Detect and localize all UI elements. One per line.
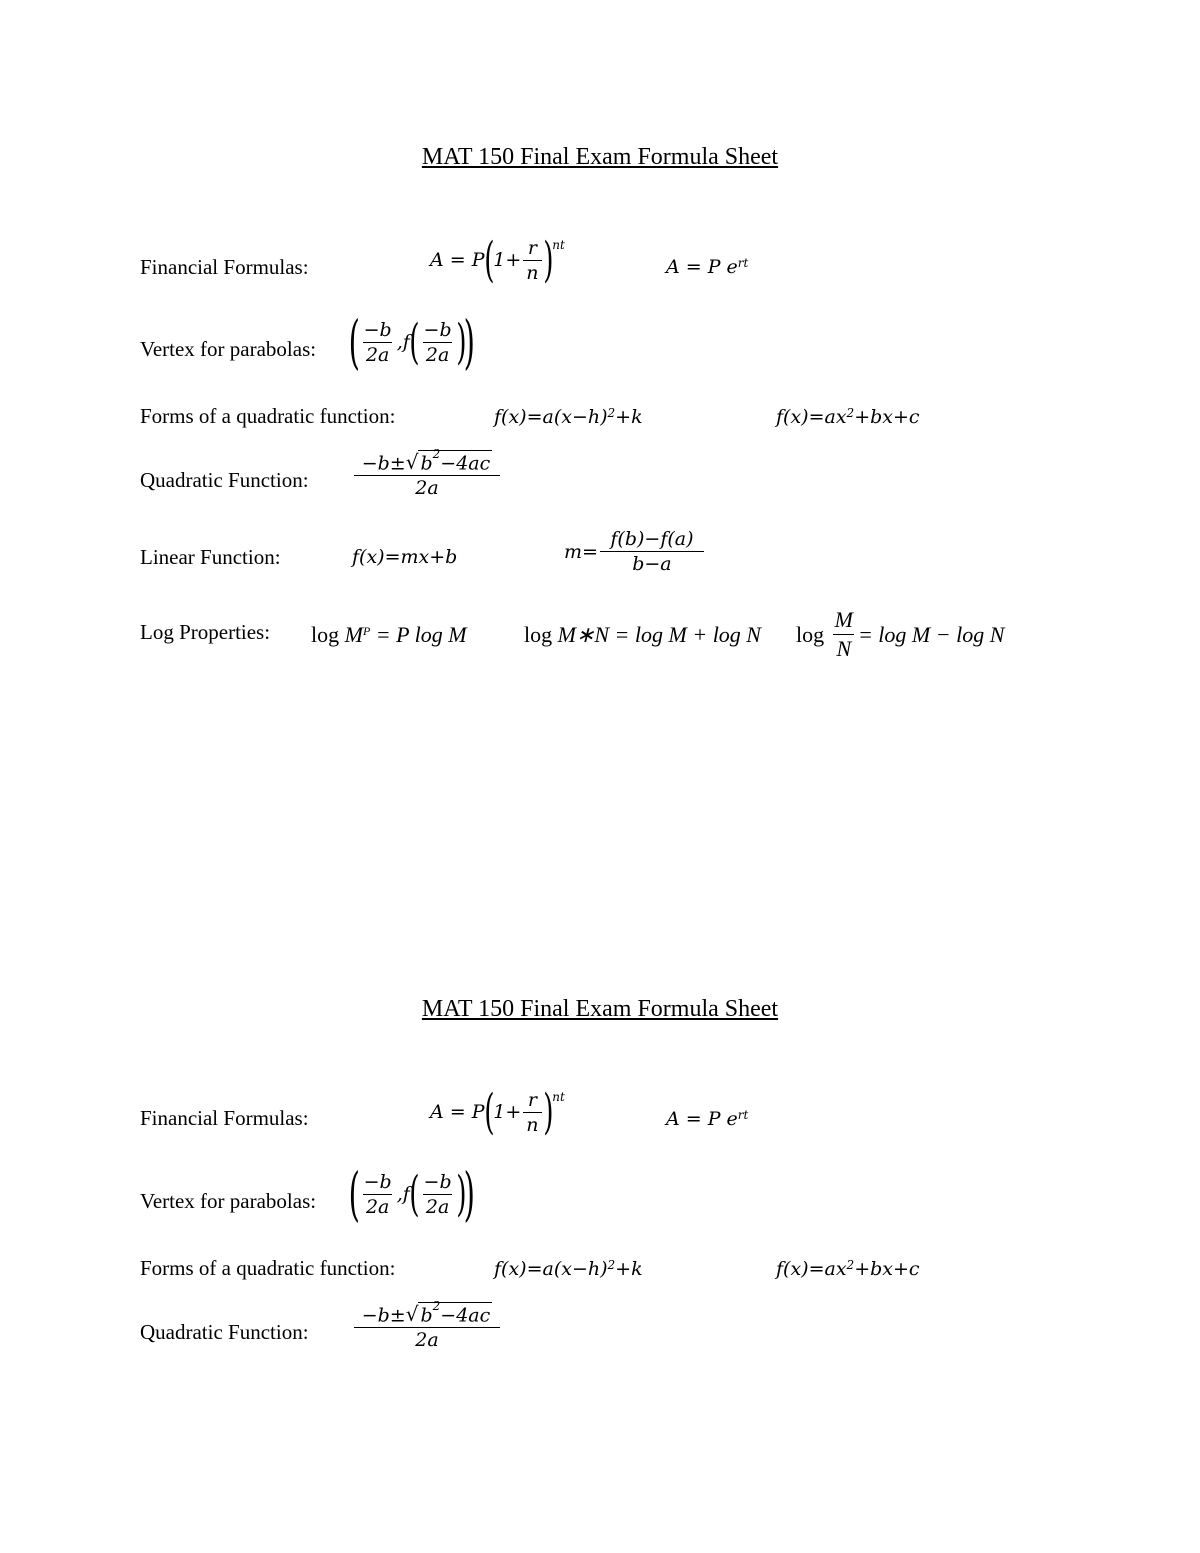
left-paren: (	[409, 1166, 420, 1222]
fraction-numerator: r	[527, 236, 537, 259]
quadratic-fraction	[354, 1299, 500, 1352]
right-paren: )	[464, 308, 476, 376]
radical-sign: √	[405, 450, 419, 475]
fraction-numerator: −b	[423, 318, 452, 341]
label-linear: Linear Function:	[140, 545, 281, 569]
fraction-denominator: 2a	[363, 342, 392, 366]
fraction-denominator: 2a	[354, 475, 500, 499]
exponent: rt	[737, 1108, 749, 1122]
exponent: 2	[432, 1299, 441, 1313]
formula-standard-form	[776, 1258, 920, 1280]
linear-form: f(x)=mx+b	[352, 546, 458, 568]
vertex-form-a: f(x)=a(x−h)	[494, 406, 608, 428]
vertex-arg-fraction	[421, 319, 455, 366]
formula-standard-form	[776, 406, 920, 428]
label-financial: Financial Formulas:	[140, 255, 309, 279]
slope-lhs: m=	[564, 540, 598, 563]
vertex-arg-fraction	[421, 1171, 455, 1218]
radicand-rest: −4ac	[440, 452, 491, 475]
label-vertex: Vertex for parabolas:	[140, 1189, 317, 1213]
formula-linear	[352, 546, 457, 568]
vertex-separator: ,f	[396, 331, 410, 353]
left-paren: (	[483, 1084, 495, 1140]
sheet-title: MAT 150 Final Exam Formula Sheet	[421, 144, 779, 170]
formula-compound-interest	[430, 232, 565, 288]
left-paren: (	[348, 308, 360, 376]
exponent: nt	[552, 238, 565, 252]
label-log: Log Properties:	[140, 620, 271, 644]
fraction-denominator: 2a	[354, 1327, 500, 1351]
formula-vertex	[348, 1160, 476, 1228]
vertex-form-b: +k	[615, 406, 643, 428]
fraction-numerator: −b	[363, 1170, 392, 1193]
log-word: log	[311, 622, 340, 647]
exponent: 2	[607, 1258, 616, 1272]
slope-fraction	[600, 528, 704, 575]
standard-form-b: +bx+c	[854, 406, 920, 428]
formula-log-power	[311, 622, 467, 648]
formula-continuous-interest	[666, 1108, 748, 1130]
quad-num-a: −b±	[361, 452, 406, 475]
radical-sign: √	[405, 1302, 419, 1327]
fraction-numerator	[359, 447, 496, 475]
vertex-separator: ,f	[396, 1183, 410, 1205]
radicand	[418, 447, 492, 475]
formula-continuous-interest	[666, 256, 748, 278]
right-paren: )	[455, 314, 467, 370]
fraction-denominator: b−a	[600, 551, 704, 575]
square-root	[405, 1299, 493, 1327]
formula-vertex-form	[494, 406, 643, 428]
formula-slope	[564, 528, 706, 575]
left-paren: (	[348, 1160, 360, 1228]
log-quot-b: = log M − log N	[857, 621, 1005, 647]
continuous-lhs: A = P e	[666, 256, 738, 278]
quad-num-a: −b±	[361, 1304, 406, 1327]
compound-one: 1+	[493, 1101, 522, 1123]
standard-form-b: +bx+c	[854, 1258, 920, 1280]
fraction-denominator: N	[833, 634, 854, 662]
square-root	[405, 447, 493, 475]
label-quadratic: Quadratic Function:	[140, 468, 309, 492]
label-financial: Financial Formulas:	[140, 1106, 309, 1130]
rate-fraction	[523, 237, 541, 284]
right-paren: )	[542, 232, 554, 288]
log-word: log	[796, 621, 825, 647]
left-paren: (	[409, 314, 420, 370]
standard-form-a: f(x)=ax	[776, 406, 847, 428]
quotient-fraction	[832, 607, 856, 662]
exponent: 2	[432, 447, 441, 461]
exponent: nt	[552, 1090, 565, 1104]
formula-vertex-form	[494, 1258, 643, 1280]
vertex-x-fraction	[361, 1171, 395, 1218]
fraction-denominator: 2a	[363, 1194, 392, 1218]
compound-lhs: A = P	[430, 249, 485, 271]
log-product-a: M∗N = log M + log N	[557, 622, 761, 647]
fraction-denominator: 2a	[423, 1194, 452, 1218]
quadratic-fraction	[354, 447, 500, 500]
label-forms: Forms of a quadratic function:	[140, 1256, 396, 1280]
right-paren: )	[455, 1166, 467, 1222]
fraction-numerator	[359, 1299, 496, 1327]
formula-quadratic	[352, 1299, 502, 1352]
fraction-numerator: −b	[423, 1170, 452, 1193]
right-paren: )	[542, 1084, 554, 1140]
vertex-form-a: f(x)=a(x−h)	[494, 1258, 608, 1280]
formula-vertex	[348, 308, 476, 376]
compound-one: 1+	[493, 249, 522, 271]
right-paren: )	[464, 1160, 476, 1228]
exponent: rt	[737, 256, 749, 270]
compound-lhs: A = P	[430, 1101, 485, 1123]
log-power-b: = P log M	[375, 622, 467, 647]
formula-quadratic	[352, 447, 502, 500]
log-power-a: M	[344, 622, 363, 647]
label-forms: Forms of a quadratic function:	[140, 404, 396, 428]
radicand-rest: −4ac	[440, 1304, 491, 1327]
fraction-numerator: r	[527, 1088, 537, 1111]
formula-log-product	[524, 622, 761, 648]
left-paren: (	[483, 232, 495, 288]
label-quadratic: Quadratic Function:	[140, 1320, 309, 1344]
fraction-numerator: f(b)−f(a)	[610, 528, 694, 550]
fraction-denominator: n	[523, 1112, 541, 1136]
exponent: P	[362, 623, 371, 638]
exponent: 2	[607, 406, 616, 420]
standard-form-a: f(x)=ax	[776, 1258, 847, 1280]
exponent: 2	[846, 1258, 855, 1272]
rate-fraction	[523, 1089, 541, 1136]
vertex-form-b: +k	[615, 1258, 643, 1280]
radicand-b: b	[420, 1304, 433, 1327]
exponent: 2	[846, 406, 855, 420]
fraction-denominator: n	[523, 260, 541, 284]
fraction-numerator: −b	[363, 318, 392, 341]
log-word: log	[524, 622, 553, 647]
radicand-b: b	[420, 452, 433, 475]
formula-log-quotient	[796, 607, 1004, 662]
sheet-title: MAT 150 Final Exam Formula Sheet	[421, 996, 779, 1022]
fraction-denominator: 2a	[423, 342, 452, 366]
formula-compound-interest	[430, 1084, 565, 1140]
continuous-lhs: A = P e	[666, 1108, 738, 1130]
label-vertex: Vertex for parabolas:	[140, 337, 317, 361]
fraction-numerator: M	[834, 607, 853, 632]
vertex-x-fraction	[361, 319, 395, 366]
radicand	[418, 1299, 492, 1327]
